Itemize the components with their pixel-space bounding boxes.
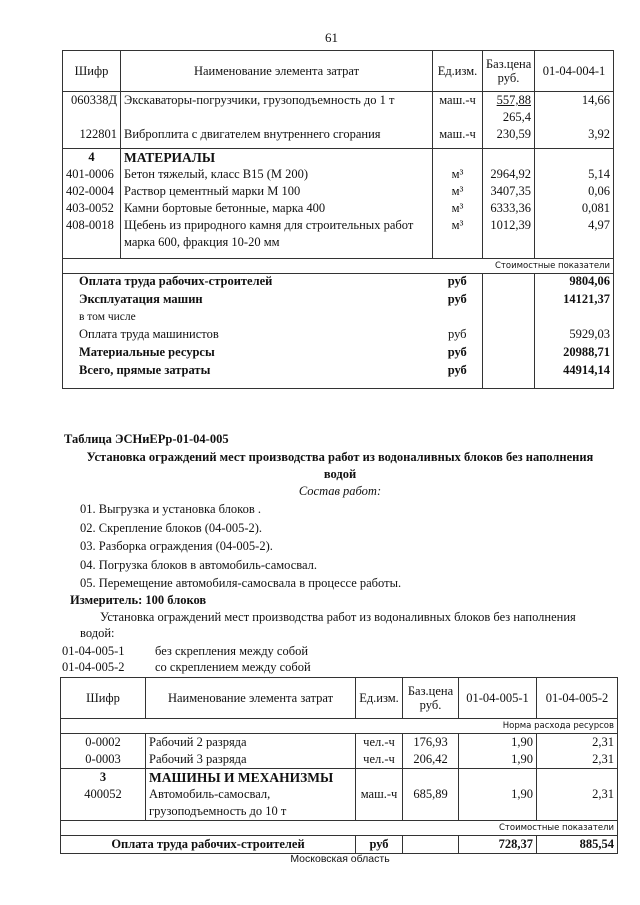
summary-row: Эксплуатация машин руб 14121,37: [63, 291, 614, 309]
summary-row: Материальные ресурсы руб 20988,71: [63, 344, 614, 362]
header-value-1: 01-04-005-1: [459, 678, 537, 719]
variant-code: 01-04-005-2: [62, 660, 125, 674]
section-row: 3 МАШИНЫ И МЕХАНИЗМЫ: [61, 769, 618, 787]
header-unit: Ед.изм.: [433, 51, 483, 92]
work-item: 03. Разборка ограждения (04-005-2).: [80, 539, 273, 553]
description: Установка ограждений мест производства работ из водоналивных блоков без наполнения: [100, 610, 576, 624]
cost-indicators-label: Стоимостные показатели: [61, 821, 618, 836]
work-item: 01. Выгрузка и установка блоков .: [80, 502, 261, 516]
table-row: 402-0004 Раствор цементный марки М 100 м³ 3407,35 0,06: [63, 183, 614, 200]
variant-code: 01-04-005-1: [62, 644, 125, 658]
table-row: 403-0052 Камни бортовые бетонные, марка 400 м³ 6333,36 0,081: [63, 200, 614, 217]
header-code: Шифр: [63, 51, 121, 92]
footer: Московская область: [290, 853, 390, 865]
section-title-cont: водой: [323, 467, 357, 481]
summary-row: Оплата труда машинистов руб 5929,03: [63, 326, 614, 344]
table-row: 400052 Автомобиль-самосвал, грузоподъемность до 10 т маш.-ч 685,89 1,90 2,31: [61, 786, 618, 821]
header-name: Наименование элемента затрат: [146, 678, 356, 719]
work-item: 04. Погрузка блоков в автомобиль-самосвал.: [80, 557, 318, 572]
header-value: 01-04-004-1: [535, 51, 614, 92]
work-item: 02. Скрепление блоков (04-005-2).: [80, 520, 263, 535]
table-row: 408-0018 Щебень из природного камня для строительных работ марка 600, фракция 10-20 мм м³ 1012,39 4,97: [63, 217, 614, 259]
header-price: Баз.цена руб.: [403, 678, 459, 719]
variant-text: со скреплением между собой: [155, 660, 311, 674]
header-code: Шифр: [61, 678, 146, 719]
header-unit: Ед.изм.: [356, 678, 403, 719]
variant-text: без скрепления между собой: [155, 644, 309, 658]
table-row: 0-0003 Рабочий 3 разряда чел.-ч 206,42 1,90 2,31: [61, 751, 618, 769]
table-id: Таблица ЭСНиЕРр-01-04-005: [64, 432, 229, 446]
summary-row: Оплата труда рабочих-строителей руб 9804,06: [63, 273, 614, 291]
table-1: [62, 50, 614, 274]
table-row: 401-0006 Бетон тяжелый, класс B15 (M 200) м³ 2964,92 5,14: [63, 166, 614, 183]
table-2: [60, 677, 618, 854]
table-row: 122801 Виброплита с двигателем внутреннего сгорания маш.-ч 230,59 3,92: [63, 126, 614, 148]
work-item: 05. Перемещение автомобиля-самосвала в процессе работы.: [80, 576, 402, 590]
works-list: [80, 500, 401, 593]
summary-row: Всего, прямые затраты руб 44914,14: [63, 362, 614, 388]
page-number: 61: [325, 30, 338, 45]
works-label: Состав работ:: [298, 484, 382, 498]
header-name: Наименование элемента затрат: [121, 51, 433, 92]
summary-table: [62, 273, 614, 389]
table-row: 060338Д Экскаваторы-погрузчики, грузоподъемность до 1 т маш.-ч 557,88 265,4 14,66: [63, 92, 614, 127]
section-title: Установка ограждений мест производства работ из водоналивных блоков без наполнения: [86, 450, 594, 464]
summary-row: в том числе: [63, 309, 614, 326]
norm-label: Норма расхода ресурсов: [61, 719, 618, 734]
description-cont: водой:: [80, 626, 115, 640]
total-row: Оплата труда рабочих-строителей руб 728,37 885,54: [61, 836, 618, 854]
header-value-2: 01-04-005-2: [537, 678, 618, 719]
meter: Измеритель: 100 блоков: [70, 593, 207, 607]
section-row: 4 МАТЕРИАЛЫ: [63, 148, 614, 166]
cost-indicators-label: Стоимостные показатели: [63, 259, 614, 274]
table-row: 0-0002 Рабочий 2 разряда чел.-ч 176,93 1,90 2,31: [61, 734, 618, 752]
header-price: Баз.цена руб.: [483, 51, 535, 92]
